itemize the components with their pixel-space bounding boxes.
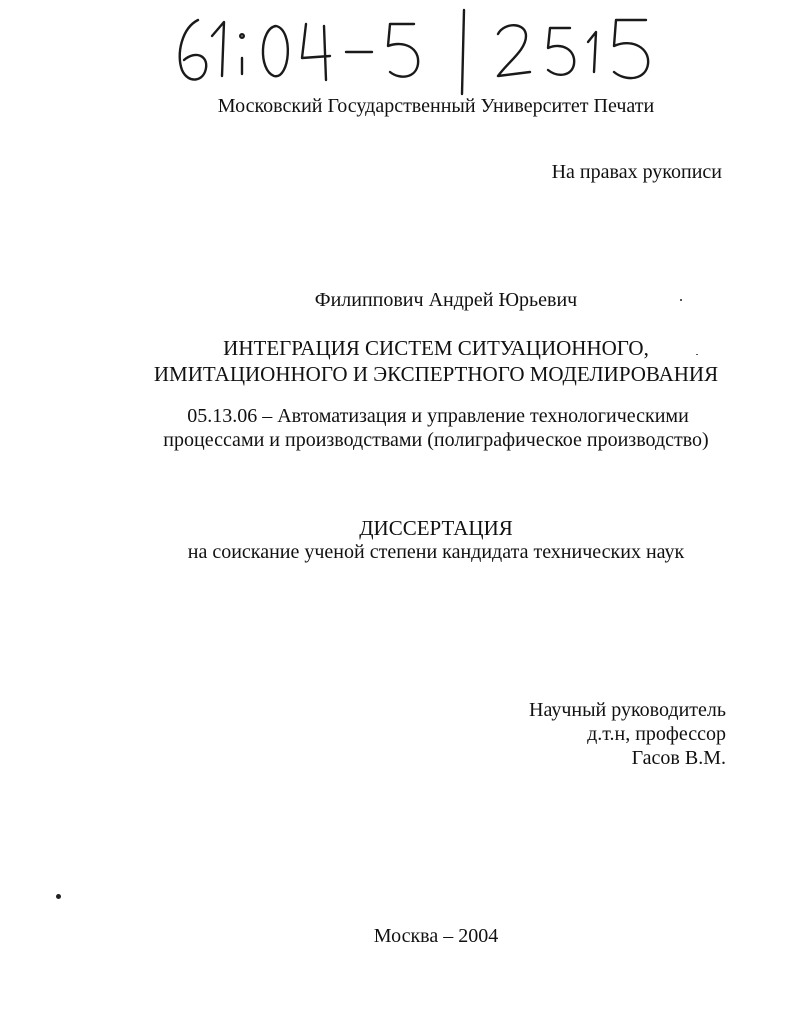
document-type: ДИССЕРТАЦИЯ <box>359 516 513 540</box>
scan-speck <box>680 299 682 301</box>
dissertation-title-line-1: ИНТЕГРАЦИЯ СИСТЕМ СИТУАЦИОННОГО, <box>223 336 649 360</box>
handwritten-number-drawing <box>168 6 688 96</box>
specialty-line-2: процессами и производствами (полиграфическое производство) <box>163 429 709 451</box>
supervisor-academic-title: д.т.н, профессор <box>587 723 726 745</box>
place-and-year: Москва – 2004 <box>373 925 499 947</box>
dissertation-title-line-2: ИМИТАЦИОННОГО И ЭКСПЕРТНОГО МОДЕЛИРОВАНИЯ <box>153 362 719 386</box>
scan-speck <box>56 894 61 899</box>
specialty-line-1: 05.13.06 – Автоматизация и управление технологическими <box>187 405 689 427</box>
supervisor-name: Гасов В.М. <box>631 747 726 769</box>
degree-description: на соискание ученой степени кандидата технических наук <box>187 541 685 563</box>
handwritten-archive-number <box>168 6 688 96</box>
supervisor-role: Научный руководитель <box>529 699 726 721</box>
author-name: Филиппович Андрей Юрьевич <box>314 289 578 311</box>
scan-speck <box>696 354 698 355</box>
manuscript-rights-note: На правах рукописи <box>551 161 722 183</box>
university-name: Московский Государственный Университет Печати <box>217 95 655 117</box>
